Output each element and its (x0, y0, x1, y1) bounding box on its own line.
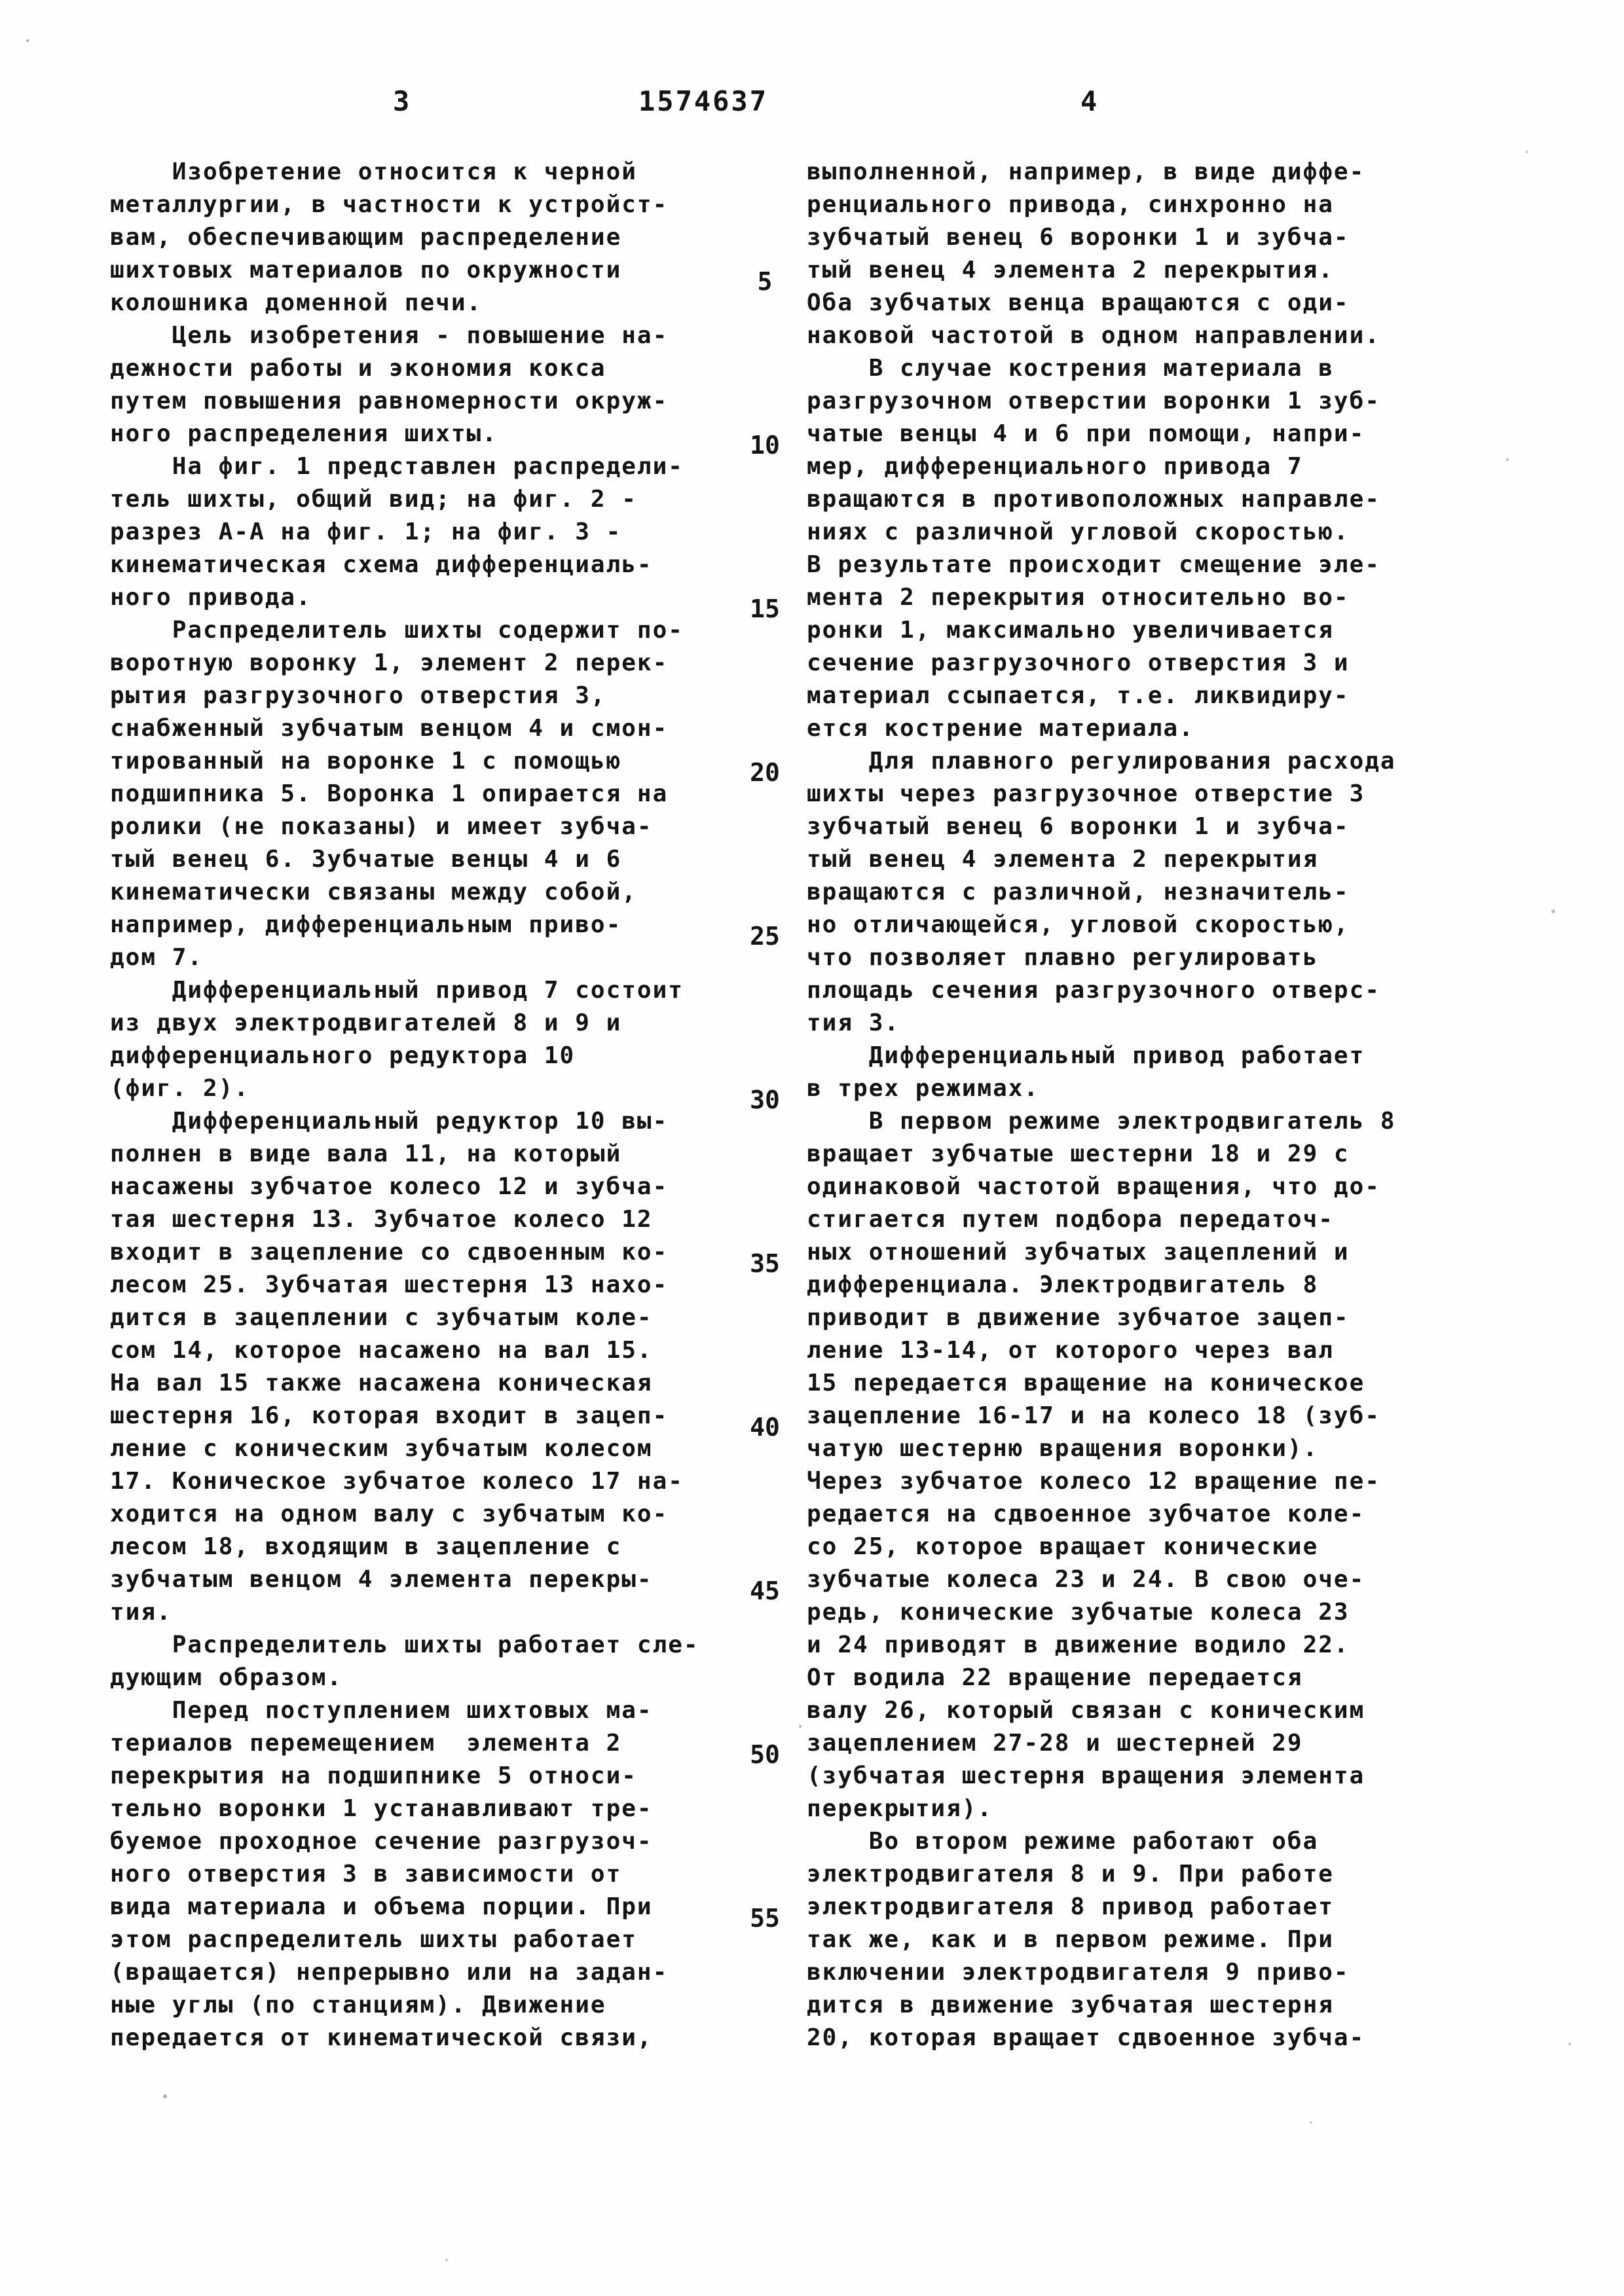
text-line: чатую шестерню вращения воронки). (807, 1435, 1319, 1462)
text-line: ронки 1, максимально увеличивается (807, 617, 1334, 644)
page-number-right: 4 (1080, 85, 1099, 117)
text-line: выполненной, например, в виде диффе- (807, 158, 1365, 185)
text-line: ление 13-14, от которого через вал (807, 1337, 1334, 1364)
text-line: зубчатым венцом 4 элемента перекры- (110, 1566, 653, 1593)
text-line: зацепление 16-17 и на колесо 18 (зуб- (807, 1402, 1380, 1429)
text-line: вида материала и объема порции. При (110, 1893, 653, 1920)
text-line: В первом режиме электродвигатель 8 (807, 1108, 1396, 1135)
text-line: вращаются с различной, незначитель- (807, 879, 1350, 905)
text-line: Изобретение относится к черной (110, 158, 637, 185)
text-line: дежности работы и экономия кокса (110, 355, 606, 382)
page-header (0, 85, 1624, 124)
right-text-column (807, 156, 1452, 2054)
text-line: подшипника 5. Воронка 1 опирается на (110, 780, 669, 807)
text-line: но отличающейся, угловой скоростью, (807, 911, 1350, 938)
text-line: тая шестерня 13. Зубчатое колесо 12 (110, 1206, 653, 1233)
line-number-gutter (732, 156, 798, 2094)
patent-number: 1574637 (638, 85, 769, 117)
text-line: путем повышения равномерности окруж- (110, 388, 669, 414)
text-line: От водила 22 вращение передается (807, 1664, 1303, 1691)
text-line: тель шихты, общий вид; на фиг. 2 - (110, 486, 637, 513)
line-number: 30 (750, 1085, 780, 1114)
text-line: лесом 18, входящим в зацепление с (110, 1533, 622, 1560)
text-line: одинаковой частотой вращения, что до- (807, 1173, 1380, 1200)
text-line: ется кострение материала. (807, 715, 1194, 742)
line-number: 15 (750, 594, 780, 623)
text-line: зацеплением 27-28 и шестерней 29 (807, 1730, 1303, 1757)
text-line: (вращается) непрерывно или на задан- (110, 1959, 669, 1986)
text-line: (фиг. 2). (110, 1075, 250, 1102)
text-line: дифференциала. Электродвигатель 8 (807, 1271, 1319, 1298)
line-number: 20 (750, 758, 780, 787)
text-line: На фиг. 1 представлен распредели- (110, 453, 684, 480)
text-line: снабженный зубчатым венцом 4 и смон- (110, 715, 669, 742)
text-line: 15 передается вращение на коническое (807, 1370, 1365, 1396)
text-line: зубчатые колеса 23 и 24. В свою оче- (807, 1566, 1365, 1593)
text-line: Дифференциальный привод 7 состоит (110, 977, 684, 1004)
text-line: 17. Коническое зубчатое колесо 17 на- (110, 1468, 684, 1495)
text-line: ходится на одном валу с зубчатым ко- (110, 1501, 669, 1527)
text-line: Дифференциальный редуктор 10 вы- (110, 1108, 669, 1135)
text-line: воротную воронку 1, элемент 2 перек- (110, 649, 669, 676)
text-line: дится в зацеплении с зубчатым коле- (110, 1304, 653, 1331)
text-line: разрез А-А на фиг. 1; на фиг. 3 - (110, 519, 622, 545)
text-line: лесом 25. Зубчатая шестерня 13 нахо- (110, 1271, 669, 1298)
text-line: В результате происходит смещение эле- (807, 551, 1380, 578)
text-line: валу 26, который связан с коническим (807, 1697, 1365, 1724)
text-line: териалов перемещением элемента 2 (110, 1730, 622, 1757)
text-line: (зубчатая шестерня вращения элемента (807, 1762, 1365, 1789)
text-line: насажены зубчатое колесо 12 и зубча- (110, 1173, 669, 1200)
text-line: На вал 15 также насажена коническая (110, 1370, 653, 1396)
text-line: ного распределения шихты. (110, 420, 498, 447)
text-line: Во втором режиме работают оба (807, 1828, 1319, 1855)
text-line: Для плавного регулирования расхода (807, 748, 1396, 774)
text-line: тированный на воронке 1 с помощью (110, 748, 622, 774)
text-line: ренциального привода, синхронно на (807, 191, 1334, 218)
text-line: разгрузочном отверстии воронки 1 зуб- (807, 388, 1380, 414)
text-line: сом 14, которое насажено на вал 15. (110, 1337, 653, 1364)
line-number: 10 (750, 431, 780, 460)
text-line: Перед поступлением шихтовых ма- (110, 1697, 653, 1724)
text-line: дится в движение зубчатая шестерня (807, 1992, 1334, 2018)
text-line: что позволяет плавно регулировать (807, 944, 1319, 971)
text-line: материал ссыпается, т.е. ликвидиру- (807, 682, 1350, 709)
text-line: передается от кинематической связи, (110, 2024, 653, 2051)
left-text-column (110, 156, 755, 2054)
text-line: тельно воронки 1 устанавливают тре- (110, 1795, 653, 1822)
text-line: из двух электродвигателей 8 и 9 и (110, 1010, 622, 1036)
text-line: В случае кострения материала в (807, 355, 1334, 382)
text-line: Цель изобретения - повышение на- (110, 322, 669, 349)
text-line: этом распределитель шихты работает (110, 1926, 637, 1953)
text-line: Оба зубчатых венца вращаются с оди- (807, 289, 1350, 316)
line-number: 25 (750, 922, 780, 951)
text-line: зубчатый венец 6 воронки 1 и зубча- (807, 224, 1350, 251)
text-line: сечение разгрузочного отверстия 3 и (807, 649, 1350, 676)
text-line: кинематически связаны между собой, (110, 879, 637, 905)
text-line: Распределитель шихты работает сле- (110, 1631, 699, 1658)
text-line: ные углы (по станциям). Движение (110, 1992, 606, 2018)
text-line: кинематическая схема дифференциаль- (110, 551, 653, 578)
text-line: перекрытия на подшипнике 5 относи- (110, 1762, 637, 1789)
text-line: зубчатый венец 6 воронки 1 и зубча- (807, 813, 1350, 840)
text-line: ного привода. (110, 584, 312, 611)
text-line: шихты через разгрузочное отверстие 3 (807, 780, 1365, 807)
line-number: 55 (750, 1904, 780, 1933)
text-line: тый венец 4 элемента 2 перекрытия (807, 846, 1319, 873)
text-line: тый венец 4 элемента 2 перекрытия. (807, 257, 1334, 283)
page-number-left: 3 (393, 85, 412, 117)
text-line: редается на сдвоенное зубчатое коле- (807, 1501, 1365, 1527)
text-line: электродвигателя 8 привод работает (807, 1893, 1334, 1920)
text-line: дифференциального редуктора 10 (110, 1042, 576, 1069)
text-line: металлургии, в частности к устройст- (110, 191, 669, 218)
text-line: дом 7. (110, 944, 204, 971)
text-line: включении электродвигателя 9 приво- (807, 1959, 1350, 1986)
line-number: 35 (750, 1249, 780, 1278)
line-number: 5 (757, 267, 773, 296)
text-line: буемое проходное сечение разгрузоч- (110, 1828, 653, 1855)
text-line: и 24 приводят в движение водило 22. (807, 1631, 1350, 1658)
text-line: ниях с различной угловой скоростью. (807, 519, 1350, 545)
text-line: Дифференциальный привод работает (807, 1042, 1365, 1069)
text-line: наковой частотой в одном направлении. (807, 322, 1380, 349)
text-line: вращаются в противоположных направле- (807, 486, 1380, 513)
text-line: ление с коническим зубчатым колесом (110, 1435, 653, 1462)
text-line: тия 3. (807, 1010, 900, 1036)
text-line: стигается путем подбора передаточ- (807, 1206, 1334, 1233)
text-line: мер, дифференциального привода 7 (807, 453, 1303, 480)
text-line: редь, конические зубчатые колеса 23 (807, 1599, 1350, 1626)
text-line: шестерня 16, которая входит в зацеп- (110, 1402, 669, 1429)
text-line: так же, как и в первом режиме. При (807, 1926, 1334, 1953)
text-line: вам, обеспечивающим распределение (110, 224, 622, 251)
text-line: тый венец 6. Зубчатые венцы 4 и 6 (110, 846, 622, 873)
text-line: ного отверстия 3 в зависимости от (110, 1861, 622, 1887)
line-number: 45 (750, 1576, 780, 1605)
text-line: мента 2 перекрытия относительно во- (807, 584, 1350, 611)
line-number: 40 (750, 1413, 780, 1442)
line-number: 50 (750, 1740, 780, 1769)
text-line: ролики (не показаны) и имеет зубча- (110, 813, 653, 840)
text-line: полнен в виде вала 11, на который (110, 1140, 622, 1167)
text-line: рытия разгрузочного отверстия 3, (110, 682, 606, 709)
text-line: приводит в движение зубчатое зацеп- (807, 1304, 1350, 1331)
text-line: Распределитель шихты содержит по- (110, 617, 684, 644)
text-line: электродвигателя 8 и 9. При работе (807, 1861, 1334, 1887)
text-line: дующим образом. (110, 1664, 343, 1691)
text-line: входит в зацепление со сдвоенным ко- (110, 1239, 669, 1266)
text-line: ных отношений зубчатых зацеплений и (807, 1239, 1350, 1266)
text-line: вращает зубчатые шестерни 18 и 29 с (807, 1140, 1350, 1167)
text-line: шихтовых материалов по окружности (110, 257, 622, 283)
text-line: перекрытия). (807, 1795, 993, 1822)
text-line: чатые венцы 4 и 6 при помощи, напри- (807, 420, 1365, 447)
text-line: тия. (110, 1599, 172, 1626)
text-line: Через зубчатое колесо 12 вращение пе- (807, 1468, 1380, 1495)
text-line: площадь сечения разгрузочного отверс- (807, 977, 1380, 1004)
text-line: 20, которая вращает сдвоенное зубча- (807, 2024, 1365, 2051)
text-line: например, дифференциальным приво- (110, 911, 622, 938)
text-line: колошника доменной печи. (110, 289, 483, 316)
text-line: со 25, которое вращает конические (807, 1533, 1319, 1560)
text-line: в трех режимах. (807, 1075, 1040, 1102)
